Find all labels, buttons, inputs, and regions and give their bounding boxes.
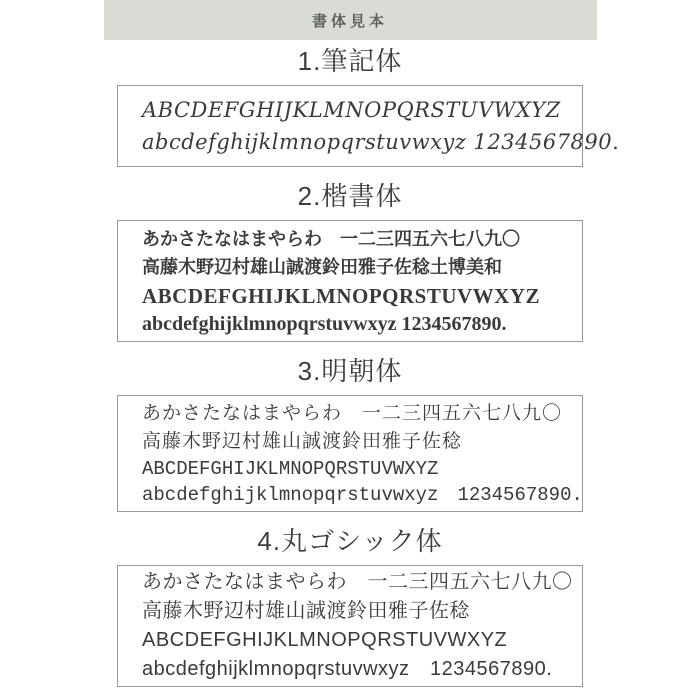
sample-box-script xyxy=(117,85,620,167)
sample-line: ABCDEFGHIJKLMNOPQRSTUVWXYZ xyxy=(142,283,541,308)
sample-box-mincho xyxy=(117,395,583,512)
sample-line: あかさたなはまやらわ 一二三四五六七八九〇 xyxy=(142,402,563,424)
section-heading-marugothic: 4.丸ゴシック体 xyxy=(257,526,443,556)
section-mincho xyxy=(0,356,700,512)
sample-line: 高藤木野辺村雄山誠渡鈴田雅子佐稔 xyxy=(142,600,470,622)
sample-line: abcdefghijklmnopqrstuvwxyz 1234567890. xyxy=(142,658,553,680)
sample-line: 高藤木野辺村雄山誠渡鈴田雅子佐稔土博美和 xyxy=(142,256,502,277)
sample-line: ABCDEFGHIJKLMNOPQRSTUVWXYZ xyxy=(142,98,561,122)
page-title: 書体見本 xyxy=(311,12,388,30)
sample-line: abcdefghijklmnopqrstuvwxyz 1234567890. xyxy=(142,130,620,154)
sample-line: ABCDEFGHIJKLMNOPQRSTUVWXYZ xyxy=(142,629,508,651)
section-heading-script: 1.筆記体 xyxy=(297,46,403,76)
sample-line: 高藤木野辺村雄山誠渡鈴田雅子佐稔 xyxy=(142,430,463,452)
section-kaisho xyxy=(0,181,700,342)
sample-line: abcdefghijklmnopqrstuvwxyz 1234567890. xyxy=(142,312,507,335)
sample-box-marugothic xyxy=(117,565,583,687)
sample-box-kaisho xyxy=(117,220,583,342)
sample-line: ABCDEFGHIJKLMNOPQRSTUVWXYZ xyxy=(142,457,439,480)
sample-line: abcdefghijklmnopqrstuvwxyz 1234567890. xyxy=(142,483,583,506)
page-header xyxy=(104,0,597,40)
section-heading-kaisho: 2.楷書体 xyxy=(297,181,403,211)
section-heading-mincho: 3.明朝体 xyxy=(297,356,403,386)
sample-line: あかさたなはまやらわ 一二三四五六七八九〇 xyxy=(142,571,573,593)
section-script xyxy=(0,46,700,167)
section-marugothic xyxy=(0,526,700,687)
sample-line: あかさたなはまやらわ 一二三四五六七八九〇 xyxy=(142,228,520,249)
